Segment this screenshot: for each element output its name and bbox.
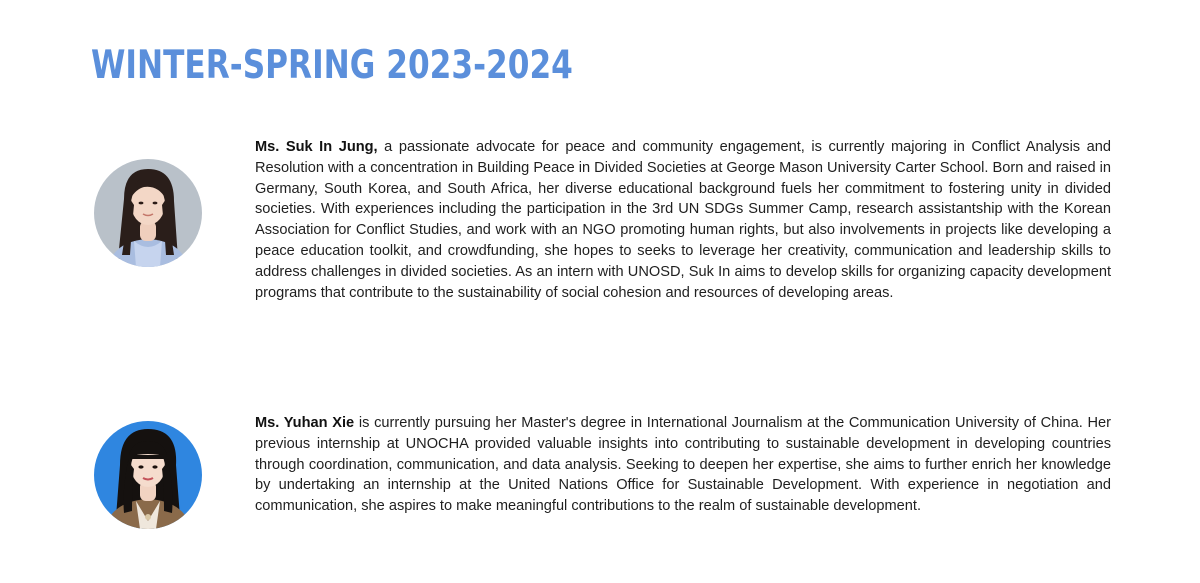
profile-bio [255, 413, 1111, 517]
profile-description: a passionate advocate for peace and community engagement, is currently majoring in Conflict Analysis and Resolution with a concentration in Building Peace in Divided Societies at George Mason University Carter School. Born and raised in Germany, South Korea, and South Africa, her diverse educational background fuels her commitment to fostering unity in divided societies. With experiences including the participation in the 3rd UN SDGs Summer Camp, research assistantship with the Korean Association for Conflict Studies, and work with an NGO promoting human rights, but also involvements in projects like developing a peace education toolkit, and crowdfunding, she hopes to seeks to leverage her creativity, communication and leadership skills to address challenges in divided societies. As an intern with UNOSD, Suk In aims to develop skills for organizing capacity development programs that contribute to the sustainability of social cohesion and resources of developing areas. [255, 139, 1111, 301]
profile-photo [94, 421, 202, 529]
portrait-photo-icon [94, 421, 202, 529]
profile-bio [255, 137, 1111, 303]
portrait-photo-icon [94, 159, 202, 267]
profile-photo [94, 159, 202, 267]
profile-name: Ms. Yuhan Xie [255, 415, 355, 431]
profile-name: Ms. Suk In Jung, [255, 139, 378, 155]
page-title: WINTER-SPRING 2023-2024 [91, 43, 573, 88]
profile-description: is currently pursuing her Master's degree in International Journalism at the Communication University of China. Her previous internship at UNOCHA provided valuable insights into contributing to sustainable development in developing countries through coordination, communication, and data analysis. Seeking to deepen her expertise, she aims to further enrich her knowledge by undertaking an internship at the United Nations Office for Sustainable Development. With experience in negotiation and communication, she aspires to make meaningful contributions to the realm of sustainable development. [255, 415, 1111, 515]
